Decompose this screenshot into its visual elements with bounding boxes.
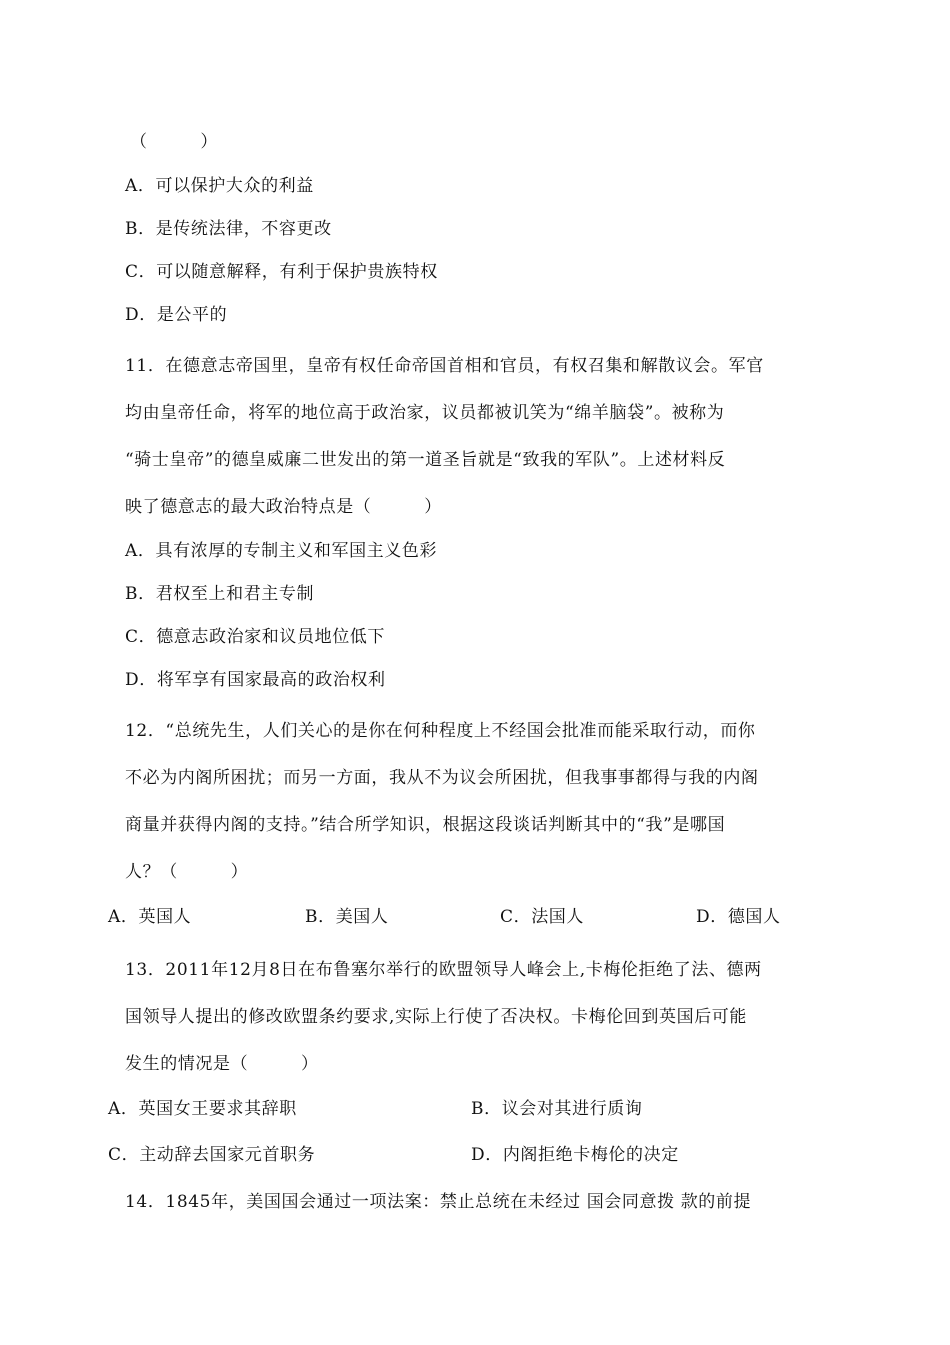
q12-option-b: B．美国人 bbox=[305, 907, 389, 927]
q11-option-a: A．具有浓厚的专制主义和军国主义色彩 bbox=[125, 541, 438, 561]
q12-stem-line-1: 12．“总统先生，人们关心的是你在何种程度上不经国会批准而能采取行动，而你 bbox=[125, 721, 756, 741]
q14-stem-line-1: 14．1845年，美国国会通过一项法案：禁止总统在未经过 国会同意拨 款的前提 bbox=[125, 1192, 752, 1212]
q11-stem-line-1: 11．在德意志帝国里，皇帝有权任命帝国首相和官员，有权召集和解散议会。军官 bbox=[125, 356, 764, 376]
q12-stem-line-2: 不必为内阁所困扰；而另一方面，我从不为议会所困扰，但我事事都得与我的内阁 bbox=[125, 768, 759, 788]
q11-stem-line-4: 映了德意志的最大政治特点是（ ） bbox=[125, 497, 442, 517]
q10-answer-paren: （ ） bbox=[130, 132, 218, 152]
q12-option-a: A．英国人 bbox=[108, 907, 192, 927]
q12-option-c: C．法国人 bbox=[500, 907, 585, 927]
q11-option-d: D．将军享有国家最高的政治权利 bbox=[125, 670, 386, 690]
q13-option-b: B．议会对其进行质询 bbox=[471, 1099, 643, 1119]
q11-stem-line-3: “骑士皇帝”的德皇威廉二世发出的第一道圣旨就是“致我的军队”。上述材料反 bbox=[125, 450, 726, 470]
q12-stem-line-4: 人？（ ） bbox=[125, 862, 249, 882]
q13-option-a: A．英国女王要求其辞职 bbox=[108, 1099, 297, 1119]
q10-option-d: D．是公平的 bbox=[125, 305, 228, 325]
q10-option-a: A．可以保护大众的利益 bbox=[125, 176, 314, 196]
q10-option-c: C．可以随意解释，有利于保护贵族特权 bbox=[125, 262, 438, 282]
q10-option-b: B．是传统法律，不容更改 bbox=[125, 219, 332, 239]
q11-option-b: B．君权至上和君主专制 bbox=[125, 584, 315, 604]
q13-stem-line-1: 13．2011年12月8日在布鲁塞尔举行的欧盟领导人峰会上,卡梅伦拒绝了法、德两 bbox=[125, 960, 762, 980]
q13-stem-line-2: 国领导人提出的修改欧盟条约要求,实际上行使了否决权。卡梅伦回到英国后可能 bbox=[125, 1007, 748, 1027]
q11-stem-line-2: 均由皇帝任命，将军的地位高于政治家，议员都被讥笑为“绵羊脑袋”。被称为 bbox=[125, 403, 725, 423]
q13-option-d: D．内阁拒绝卡梅伦的决定 bbox=[471, 1145, 679, 1165]
q12-option-d: D．德国人 bbox=[696, 907, 781, 927]
q13-stem-line-3: 发生的情况是（ ） bbox=[125, 1054, 319, 1074]
q12-stem-line-3: 商量并获得内阁的支持。”结合所学知识，根据这段谈话判断其中的“我”是哪国 bbox=[125, 815, 726, 835]
q13-option-c: C．主动辞去国家元首职务 bbox=[108, 1145, 316, 1165]
q11-option-c: C．德意志政治家和议员地位低下 bbox=[125, 627, 386, 647]
